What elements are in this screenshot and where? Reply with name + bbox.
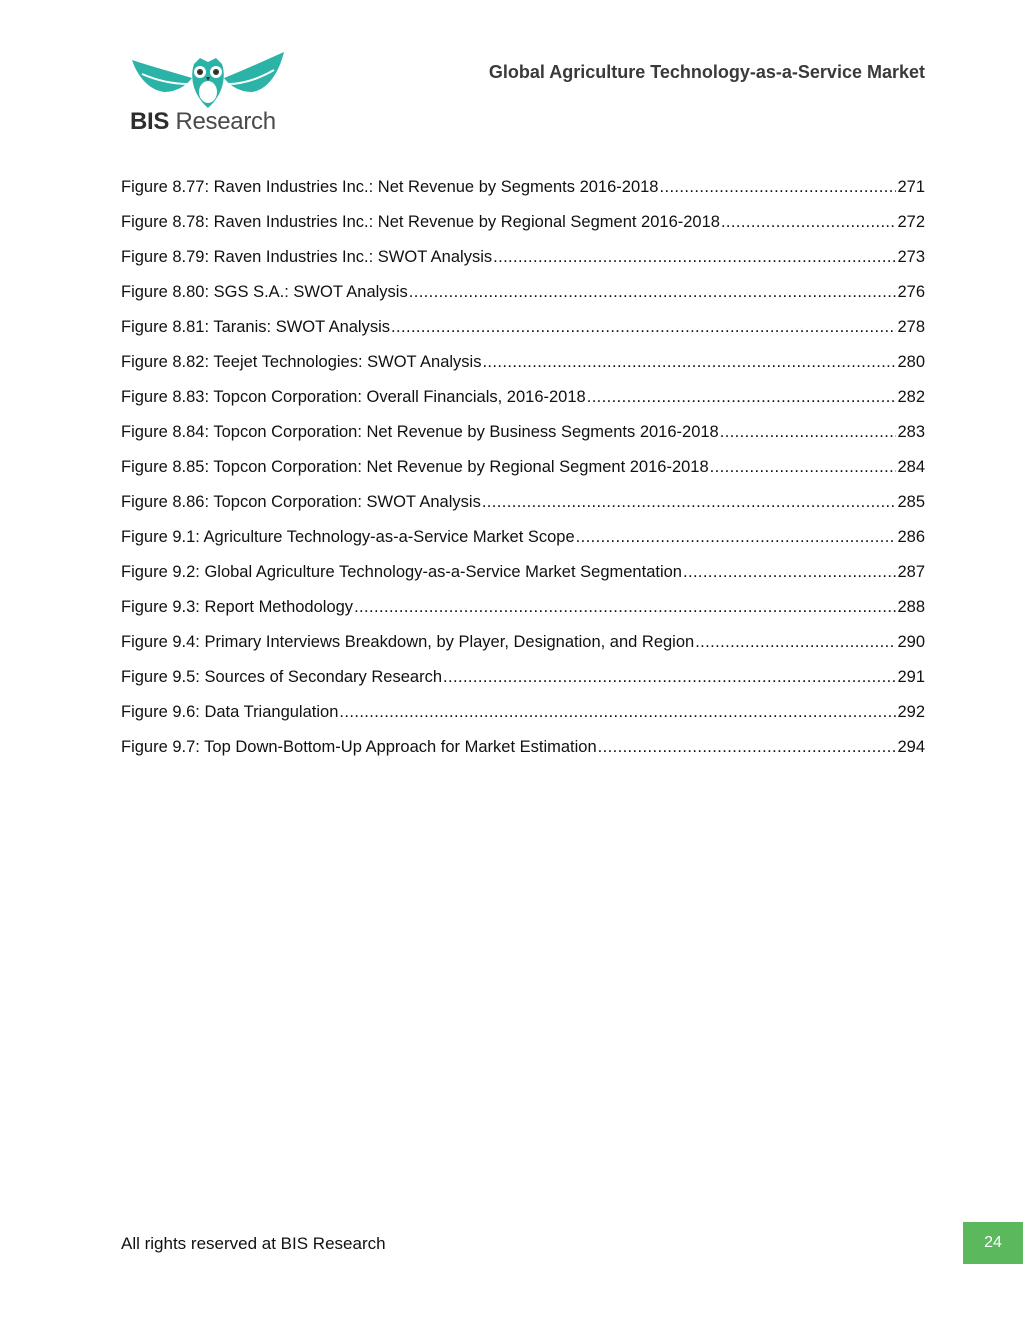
dot-leader bbox=[493, 246, 896, 268]
toc-entry-page: 276 bbox=[897, 283, 925, 301]
bis-research-logo bbox=[128, 50, 288, 138]
dot-leader bbox=[721, 211, 897, 233]
toc-entry-page: 294 bbox=[897, 738, 925, 756]
toc-entry[interactable] bbox=[121, 456, 925, 491]
toc-entry-label: Figure 8.82: Teejet Technologies: SWOT Analysis bbox=[121, 353, 482, 371]
logo-wordmark bbox=[130, 108, 276, 136]
toc-entry-page: 287 bbox=[897, 563, 925, 581]
toc-entry-label: Figure 8.77: Raven Industries Inc.: Net Revenue by Segments 2016-2018 bbox=[121, 178, 659, 196]
dot-leader bbox=[720, 421, 897, 443]
toc-entry-label: Figure 9.1: Agriculture Technology-as-a-Service Market Scope bbox=[121, 528, 575, 546]
copyright-notice: All rights reserved at BIS Research bbox=[121, 1234, 386, 1253]
dot-leader bbox=[409, 281, 897, 303]
toc-entry-label: Figure 9.5: Sources of Secondary Research bbox=[121, 668, 443, 686]
toc-entry-label: Figure 9.4: Primary Interviews Breakdown, by Player, Designation, and Region bbox=[121, 633, 695, 651]
document-title: Global Agriculture Technology-as-a-Service Market bbox=[488, 62, 925, 82]
toc-entry[interactable] bbox=[121, 666, 925, 701]
dot-leader bbox=[482, 351, 896, 373]
dot-leader bbox=[482, 491, 897, 513]
logo-research-text: Research bbox=[169, 108, 276, 135]
toc-entry[interactable] bbox=[121, 246, 925, 281]
toc-entry[interactable] bbox=[121, 491, 925, 526]
toc-entry[interactable] bbox=[121, 421, 925, 456]
dot-leader bbox=[354, 596, 896, 618]
toc-entry[interactable] bbox=[121, 351, 925, 386]
owl-icon bbox=[128, 50, 288, 110]
dot-leader bbox=[443, 666, 896, 688]
dot-leader bbox=[710, 456, 897, 478]
toc-entry[interactable] bbox=[121, 736, 925, 771]
toc-entry-label: Figure 8.78: Raven Industries Inc.: Net Revenue by Regional Segment 2016-2018 bbox=[121, 213, 720, 231]
toc-entry-label: Figure 8.86: Topcon Corporation: SWOT Analysis bbox=[121, 493, 481, 511]
toc-entry[interactable] bbox=[121, 526, 925, 561]
toc-entry[interactable] bbox=[121, 596, 925, 631]
toc-entry-page: 271 bbox=[897, 178, 925, 196]
dot-leader bbox=[598, 736, 897, 758]
toc-entry-page: 291 bbox=[897, 668, 925, 686]
toc-entry-page: 290 bbox=[897, 633, 925, 651]
toc-entry-page: 286 bbox=[897, 528, 925, 546]
toc-entry-page: 283 bbox=[897, 423, 925, 441]
page-number-badge: 24 bbox=[963, 1222, 1023, 1264]
toc-entry-label: Figure 9.7: Top Down-Bottom-Up Approach for Market Estimation bbox=[121, 738, 597, 756]
toc-entry-label: Figure 8.80: SGS S.A.: SWOT Analysis bbox=[121, 283, 408, 301]
toc-entry-label: Figure 9.2: Global Agriculture Technology-as-a-Service Market Segmentation bbox=[121, 563, 682, 581]
toc-entry-page: 288 bbox=[897, 598, 925, 616]
dot-leader bbox=[695, 631, 896, 653]
dot-leader bbox=[659, 176, 896, 198]
toc-entry-label: Figure 8.83: Topcon Corporation: Overall Financials, 2016-2018 bbox=[121, 388, 586, 406]
dot-leader bbox=[339, 701, 896, 723]
dot-leader bbox=[576, 526, 897, 548]
list-of-figures bbox=[121, 176, 925, 771]
toc-entry[interactable] bbox=[121, 316, 925, 351]
toc-entry-page: 272 bbox=[897, 213, 925, 231]
toc-entry-label: Figure 8.85: Topcon Corporation: Net Revenue by Regional Segment 2016-2018 bbox=[121, 458, 709, 476]
logo-bis-text: BIS bbox=[130, 108, 170, 135]
toc-entry-label: Figure 9.6: Data Triangulation bbox=[121, 703, 339, 721]
toc-entry-page: 284 bbox=[897, 458, 925, 476]
toc-entry[interactable] bbox=[121, 561, 925, 596]
toc-entry-page: 280 bbox=[897, 353, 925, 371]
toc-entry-label: Figure 8.84: Topcon Corporation: Net Revenue by Business Segments 2016-2018 bbox=[121, 423, 719, 441]
toc-entry[interactable] bbox=[121, 701, 925, 736]
toc-entry[interactable] bbox=[121, 211, 925, 246]
toc-entry-page: 282 bbox=[897, 388, 925, 406]
dot-leader bbox=[391, 316, 896, 338]
toc-entry-label: Figure 9.3: Report Methodology bbox=[121, 598, 354, 616]
toc-entry[interactable] bbox=[121, 631, 925, 666]
dot-leader bbox=[683, 561, 896, 583]
toc-entry-page: 278 bbox=[897, 318, 925, 336]
toc-entry-page: 285 bbox=[897, 493, 925, 511]
toc-entry[interactable] bbox=[121, 176, 925, 211]
toc-entry[interactable] bbox=[121, 281, 925, 316]
dot-leader bbox=[587, 386, 897, 408]
toc-entry-label: Figure 8.79: Raven Industries Inc.: SWOT Analysis bbox=[121, 248, 493, 266]
toc-entry-page: 292 bbox=[897, 703, 925, 721]
toc-entry-label: Figure 8.81: Taranis: SWOT Analysis bbox=[121, 318, 391, 336]
toc-entry-page: 273 bbox=[897, 248, 925, 266]
toc-entry[interactable] bbox=[121, 386, 925, 421]
